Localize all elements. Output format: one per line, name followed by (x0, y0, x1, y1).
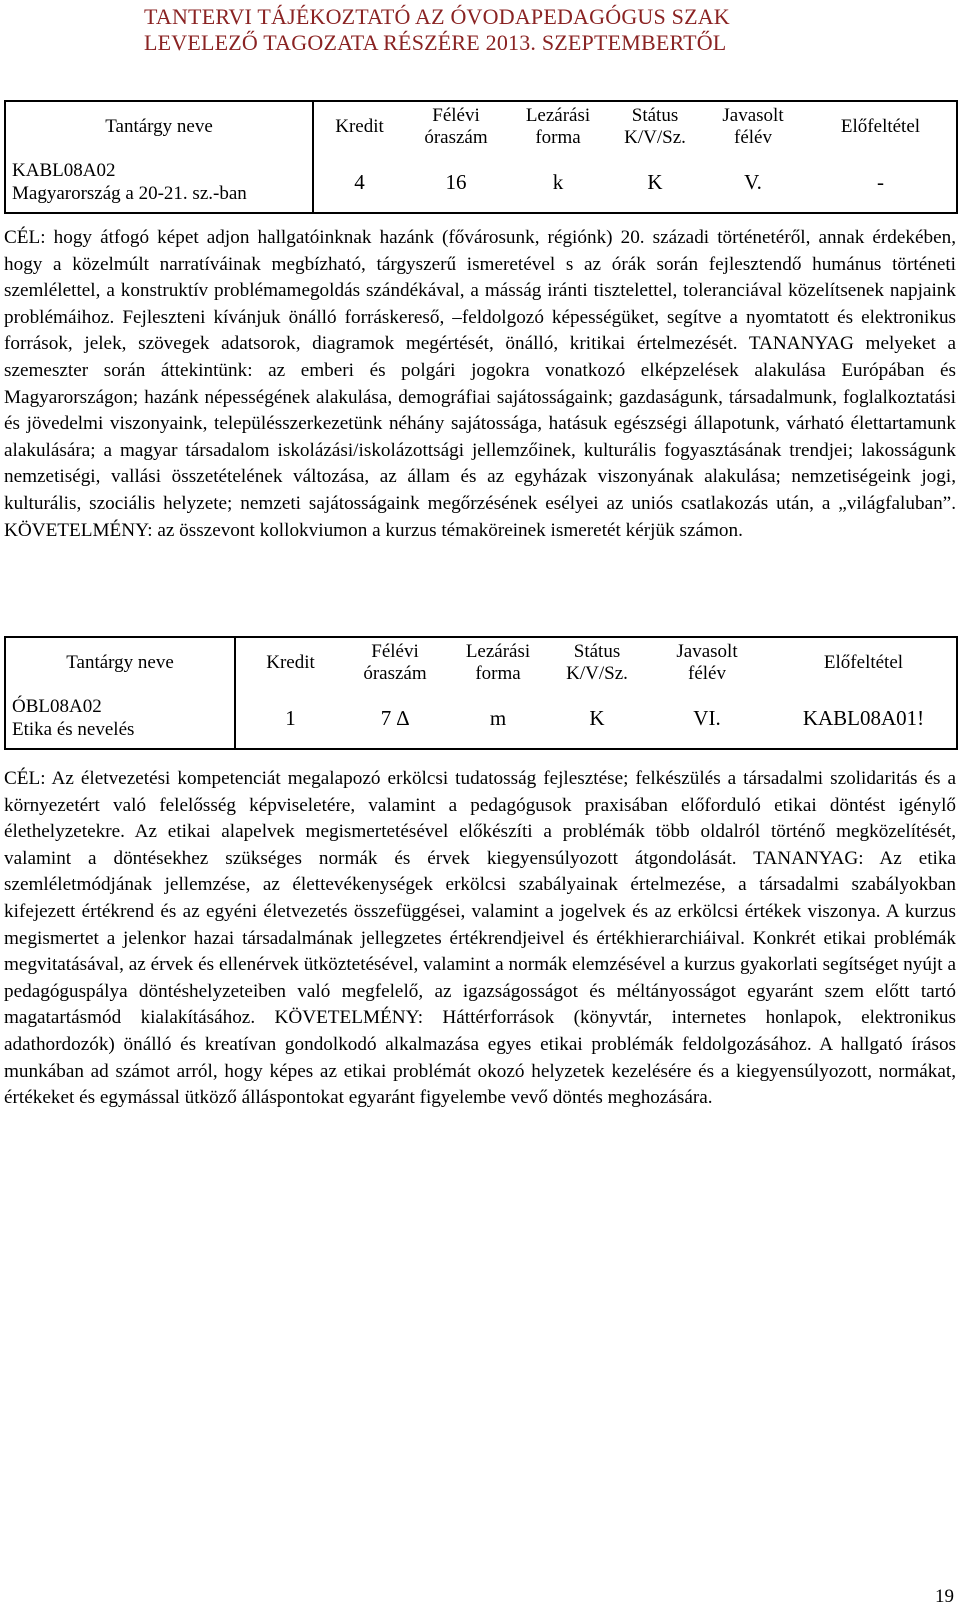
col-javasolt-header: Javasolt félév (701, 101, 805, 152)
course-name-cell (5, 152, 313, 213)
cel-label: CÉL (4, 768, 41, 789)
kovetelmeny-label: KÖVETELMÉNY (4, 519, 148, 541)
col-kredit-header: Kredit (235, 637, 345, 688)
tananyag-label: TANANYAG (748, 333, 854, 355)
tananyag-text: melyeket a szemeszter során áttekintünk: az emberi és polgári jogokra vonatkozó elképzelések alakulása Európában és Magyarországon; hazánk népességének alakulása, demográfiai sajátosságaink; gazdaságunk, társadalmunk, foglalkoztatási és jövedelmi viszonyaink, településszerkezetünk néhány sajátossága, hatásuk egészségi állapotunk, várható élettartamunk alakulására; a magyar társadalom iskolázási/iskolázottsági jellemzőinek, kulturális fogyasztásának trendjei; lakosságunk nemzetiségi, vallási összetételének változása, az állam és az egyházak viszonyának alakulása; nemzetiségeink jogi, kulturális, szociális helyzete; nemzeti sajátosságaink megőrzésének esélyei az uniós csatlakozás után, a „világfaluban”. (4, 333, 956, 514)
cel-label: CÉL (4, 227, 41, 248)
col-elofeltetel-header: Előfeltétel (771, 637, 957, 688)
cel-text: : hogy átfogó képet adjon hallgatóinknak hazánk (fővárosunk, régiónk) 20. századi történetéről, annak érdekében, hogy a közelmúlt narratíváinak megbízható, tárgyszerű ismeretével s az órák során fejlesztendő humánus történeti szemlélettel, a konstruktív problémamegoldás szándékával, a másság iránti tisztelettel, toleranciával közelítsenek napjaink problémáihoz. Fejleszteni kívánjuk önálló forráskereső, –feldolgozó képességüket, segítve a nyomtatott és elektronikus források, jelek, szövegek adatsorok, diagramok megértését, önálló, kritikai értelmezését. (4, 227, 956, 355)
col-lezarasi-header: Lezárási forma (507, 101, 609, 152)
col-elofeltetel-header: Előfeltétel (805, 101, 957, 152)
col-statusz-header: Státus K/V/Sz. (551, 637, 643, 688)
col-name-header: Tantárgy neve (5, 637, 235, 688)
col-felevi-header: Félévi óraszám (405, 101, 507, 152)
col-javasolt-header: Javasolt félév (643, 637, 771, 688)
felev-value: VI. (643, 688, 771, 749)
lezaras-value: k (507, 152, 609, 213)
course-row (5, 688, 957, 749)
course-table-2 (4, 636, 958, 750)
cel-text: : Az életvezetési kompetenciát megalapozó erkölcsi tudatosság fejlesztése; felkészülés a társadalmi szolidaritás és a környezetért való felelősség képviseletére, valamint a pedagógusok praxisában előforduló etikai döntést igénylő élethelyzetekre. Az etikai alapelvek megismertetésével előkészíti a problémák több oldalról történő megközelítését, valamint a döntésekhez szükséges normák és érvek kiegyensúlyozott átgondolását. (4, 768, 956, 869)
tananyag-label: TANANYAG (753, 847, 859, 869)
elofeltetel-value: - (805, 152, 957, 213)
statusz-value: K (551, 688, 643, 749)
course-title: Magyarország a 20-21. sz.-ban (12, 183, 247, 204)
col-statusz-header: Státus K/V/Sz. (609, 101, 701, 152)
col-kredit-header: Kredit (313, 101, 405, 152)
page-number: 19 (935, 1586, 954, 1607)
course-code: KABL08A02 (12, 160, 116, 181)
course-code: ÓBL08A02 (12, 696, 102, 717)
table-header-row (5, 101, 957, 152)
document-header (144, 4, 824, 56)
tananyag-text: : Az etika szemléletmódjának jellemzése, az élettevékenységek erkölcsi szabályainak értelmezése, a társadalmi szabályokban kifejezett értékrend és az egyéni életvezetés összefüggései, valamint a jogelvek és az erkölcsi értékek viszonya. A kurzus megismertet a jelenkor hazai társadalmának jellegzetes értékrendjeivel és értékhierarchiáival. Konkrét etikai problémák megvitatásával, az érvek és ellenérvek ütköztetésével, valamint a normák elemzésével a kurzus gyakorlati segítséget nyújt a pedagóguspálya döntéshelyzeteiben való megfelelő, az igazságosságot és méltányosságot egyaránt szem előtt tartó magatartásmód kialakításához. (4, 847, 956, 1029)
header-line-2: LEVELEZŐ TAGOZATA RÉSZÉRE 2013. SZEPTEMBERTŐL (144, 30, 727, 55)
felev-value: V. (701, 152, 805, 213)
col-lezarasi-header: Lezárási forma (445, 637, 551, 688)
course-1-description (4, 225, 956, 544)
kovetelmeny-label: KÖVETELMÉNY (274, 1007, 418, 1029)
course-title: Etika és nevelés (12, 719, 135, 740)
statusz-value: K (609, 152, 701, 213)
elofeltetel-value: KABL08A01! (771, 688, 957, 749)
course-row (5, 152, 957, 213)
course-2-description (4, 766, 956, 1112)
kovetelmeny-text: : Háttérforrások (könyvtár, internetes honlapok, elektronikus adathordozók) önálló és kreatívan gondolkodó alkalmazása egyes etikai problémák feldolgozásához. A hallgató írásos munkában ad számot arról, hogy képes az etikai problémát okozó helyzetek kezelésére és a kiegyensúlyozott, normákat, értékeket és egymással ütköző álláspontokat egyaránt figyelembe vevő döntés meghozására. (4, 1007, 956, 1109)
oraszam-value: 16 (405, 152, 507, 213)
kredit-value: 1 (235, 688, 345, 749)
kovetelmeny-text: : az összevont kollokviumon a kurzus témaköreinek ismeretét kérjük számon. (147, 519, 743, 541)
course-name-cell (5, 688, 235, 749)
col-name-header: Tantárgy neve (5, 101, 313, 152)
col-felevi-header: Félévi óraszám (345, 637, 445, 688)
course-table-1 (4, 100, 958, 214)
lezaras-value: m (445, 688, 551, 749)
header-line-1: TANTERVI TÁJÉKOZTATÓ AZ ÓVODAPEDAGÓGUS SZAK (144, 4, 730, 29)
oraszam-value: 7 ∆ (345, 688, 445, 749)
table-header-row (5, 637, 957, 688)
kredit-value: 4 (313, 152, 405, 213)
